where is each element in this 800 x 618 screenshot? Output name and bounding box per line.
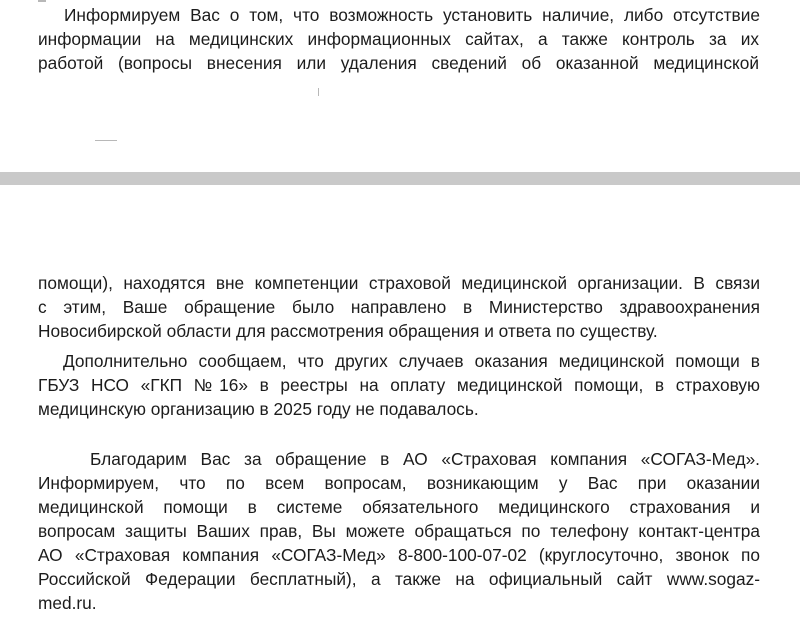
scan-speck [318, 88, 319, 96]
scan-speck [95, 140, 117, 141]
text-line: ГБУЗ НСО «ГКП №16» в реестры на оплату медицинской помощи, в страховую [38, 375, 760, 395]
text-line: Информируем Вас о том, что возможность установить наличие, либо отсутствие [64, 5, 760, 25]
text-line: Новосибирской области для рассмотрения обращения и ответа по существу. [38, 321, 658, 341]
text-line: с этим, Ваше обращение было направлено в Министерство здравоохранения [38, 297, 760, 317]
text-line: медицинской помощи в системе обязательного медицинского страхования и [38, 497, 760, 517]
text-line: вопросам защиты Ваших прав, Вы можете обращаться по телефону контакт-центра [38, 521, 760, 541]
text-line: Дополнительно сообщаем, что других случаев оказания медицинской помощи в [63, 351, 760, 371]
page-separator [0, 172, 800, 185]
text-line: информации на медицинских информационных сайтах, а также контроль за их [38, 29, 759, 49]
document-page-top [0, 0, 800, 172]
text-line: med.ru. [38, 593, 97, 613]
text-line: Благодарим Вас за обращение в АО «Страховая компания «СОГАЗ-Мед». [90, 449, 760, 469]
text-line: работой (вопросы внесения или удаления сведений об оказанной медицинской [38, 53, 759, 73]
scan-speck [38, 0, 46, 2]
document-page-bottom [0, 185, 800, 618]
text-line: медицинскую организацию в 2025 году не подавалось. [38, 399, 479, 419]
text-line: АО «Страховая компания «СОГАЗ-Мед» 8-800-100-07-02 (круглосуточно, звонок по [38, 545, 760, 565]
text-line: Информируем, что по всем вопросам, возникающим у Вас при оказании [38, 473, 760, 493]
text-line: помощи), находятся вне компетенции страховой медицинской организации. В связи [38, 273, 760, 293]
text-line: Российской Федерации бесплатный), а также на официальный сайт www.sogaz- [38, 569, 760, 589]
